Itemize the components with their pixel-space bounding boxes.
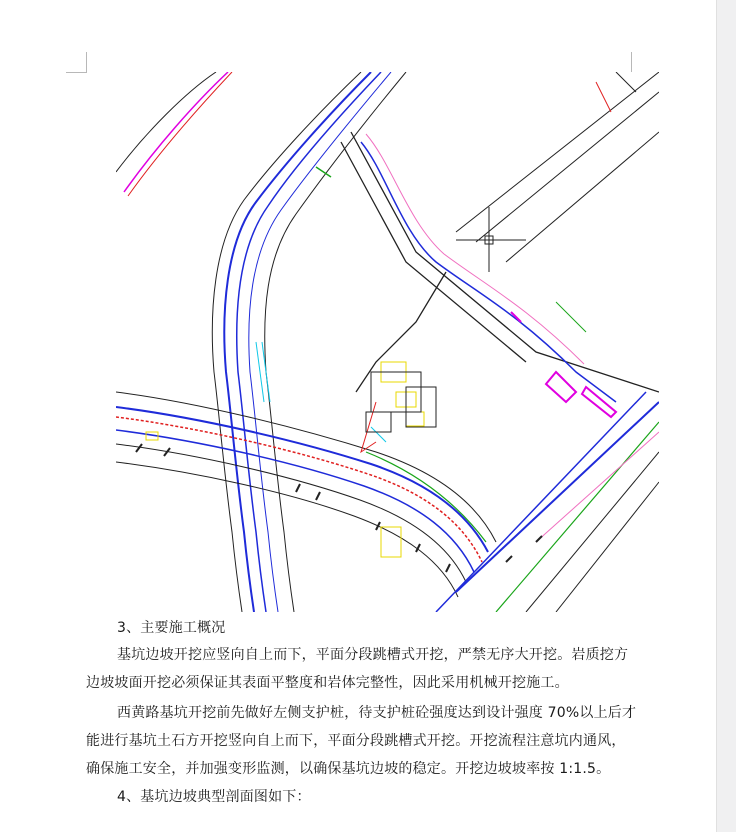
section-3-heading: 3、主要施工概况 xyxy=(117,620,226,636)
crop-mark-top-right xyxy=(631,52,652,73)
cad-drawing xyxy=(116,72,659,612)
paragraph-2-line-3: 确保施工安全，并加强变形监测，以确保基坑边坡的稳定。开挖边坡坡率按 1:1.5。 xyxy=(86,761,611,777)
paragraph-2-line-1: 西黄路基坑开挖前先做好左侧支护桩，待支护桩砼强度达到设计强度 70%以上后才 xyxy=(117,705,637,721)
paragraph-1-line-2: 边坡坡面开挖必须保证其表面平整度和岩体完整性，因此采用机械开挖施工。 xyxy=(86,675,569,691)
section-4-heading: 4、基坑边坡典型剖面图如下： xyxy=(117,789,311,805)
right-scroll-gutter[interactable] xyxy=(716,0,736,832)
paragraph-1-line-1: 基坑边坡开挖应竖向自上而下，平面分段跳槽式开挖，严禁无序大开挖。岩质挖方 xyxy=(117,647,629,663)
cad-site-plan-figure xyxy=(116,72,659,612)
paragraph-2-line-2: 能进行基坑土石方开挖竖向自上而下，平面分段跳槽式开挖。开挖流程注意坑内通风， xyxy=(86,733,626,749)
crop-mark-top-left xyxy=(66,52,87,73)
